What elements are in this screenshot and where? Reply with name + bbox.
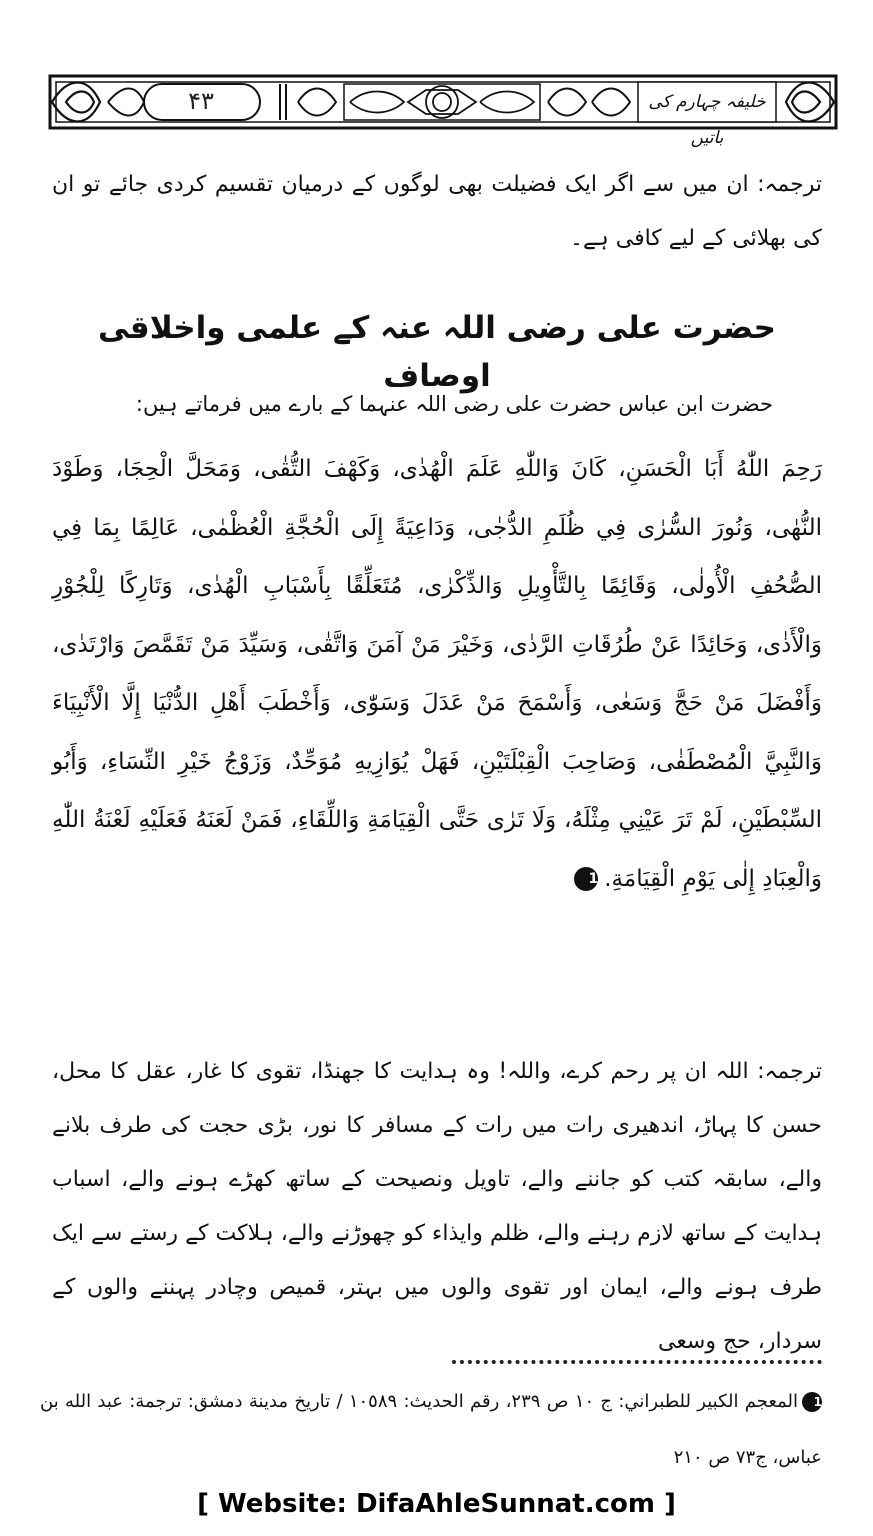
section-heading: حضرت علی رضی اللہ عنہ کے علمی واخلاقی اوصاف <box>98 310 776 394</box>
book-title: خلیفہ چہارم کی باتیں <box>648 92 766 148</box>
website-banner: [ Website: DifaAhleSunnat.com ] <box>197 1489 676 1519</box>
section-intro: حضرت ابن عباس حضرت علی رضی اللہ عنہما کے بارے میں فرماتے ہیں: <box>135 392 773 416</box>
footnote-marker[interactable]: 1 <box>574 867 598 891</box>
footnote-number: 1 <box>802 1392 822 1412</box>
arabic-quote <box>52 440 822 908</box>
intro-translation: ترجمہ: ان میں سے اگر ایک فضیلت بھی لوگوں کے درمیان تقسیم کردی جائے تو ان کی بھلائی کے لیے کافی ہے۔ <box>52 172 822 251</box>
arabic-quote-text: رَحِمَ اللّٰهُ أَبَا الْحَسَنِ، كَانَ وَاللّٰهِ عَلَمَ الْهُدٰى، وَكَهْفَ التُّقٰى، وَمَحَلَّ الْحِجَا، وَطَوْدَ النُّهٰى، وَنُورَ السُّرٰى فِي ظُلَمِ الدُّجٰى، وَدَاعِيَةً إِلَى الْحُجَّةِ الْعُظْمٰى، عَالِمًا بِمَا فِي الصُّحُفِ الْأُولٰى، وَقَائِمًا بِالتَّأْوِيلِ وَالذِّكْرٰى، مُتَعَلِّقًا بِأَسْبَابِ الْهُدٰى، وَتَارِكًا لِلْجُوْرِ وَالْأَذٰى، وَحَائِدًا عَنْ طُرُقَاتِ الرَّدٰى، وَخَيْرَ مَنْ آمَنَ وَاتَّقٰى، وَسَيِّدَ مَنْ تَقَمَّصَ وَارْتَدٰى، وَأَفْضَلَ مَنْ حَجَّ وَسَعٰى، وَأَسْمَحَ مَنْ عَدَلَ وَسَوّٰى، وَأَخْطَبَ أَهْلِ الدُّنْيَا إِلَّا الْأَنْبِيَاءَ وَالنَّبِيَّ الْمُصْطَفٰى، وَصَاحِبَ الْقِبْلَتَيْنِ، فَهَلْ يُوَازِيهِ مُوَحِّدٌ، وَزَوْجُ خَيْرِ النِّسَاءِ، وَأَبُو السِّبْطَيْنِ، لَمْ تَرَ عَيْنِي مِثْلَهُ، وَلَا تَرٰى حَتَّى الْقِيَامَةِ وَاللِّقَاءِ، فَمَنْ لَعَنَهُ فَعَلَيْهِ لَعْنَةُ اللّٰهِ وَالْعِبَادِ إِلٰى يَوْمِ الْقِيَامَةِ. <box>52 456 822 892</box>
translation: ترجمہ: اللہ ان پر رحم کرے، واللہ! وہ ہدایت کا جھنڈا، تقوی کا غار، عقل کا محل، حسن کا پہاڑ، اندھیری رات میں رات کے مسافر کا نور، بڑی حجت کی طرف بلانے والے، سابقہ کتب کو جاننے والے، تاویل ونصیحت کے ساتھ کھڑے ہونے والے، اسباب ہدایت کے ساتھ لازم رہنے والے، ظلم وایذاء کو چھوڑنے والے، ہلاکت کے رستے سے ایک طرف ہونے والے، ایمان اور تقوی والوں میں بہتر، قمیص وچادر پہننے والوں کے سردار، حج وسعی <box>52 1059 822 1354</box>
footnote-text: المعجم الكبير للطبراني: ج ١٠ ص ٢٣٩، رقم الحديث: ١٠٥٨٩ / تاريخ مدينة دمشق: ترجمة: عبد الله بن عباس، ج٧٣ ص ٢١٠ <box>40 1391 822 1468</box>
footnote <box>40 1374 822 1486</box>
page-number: ۴۳ <box>188 87 214 115</box>
footnote-divider <box>452 1360 822 1364</box>
page-header <box>48 70 838 148</box>
